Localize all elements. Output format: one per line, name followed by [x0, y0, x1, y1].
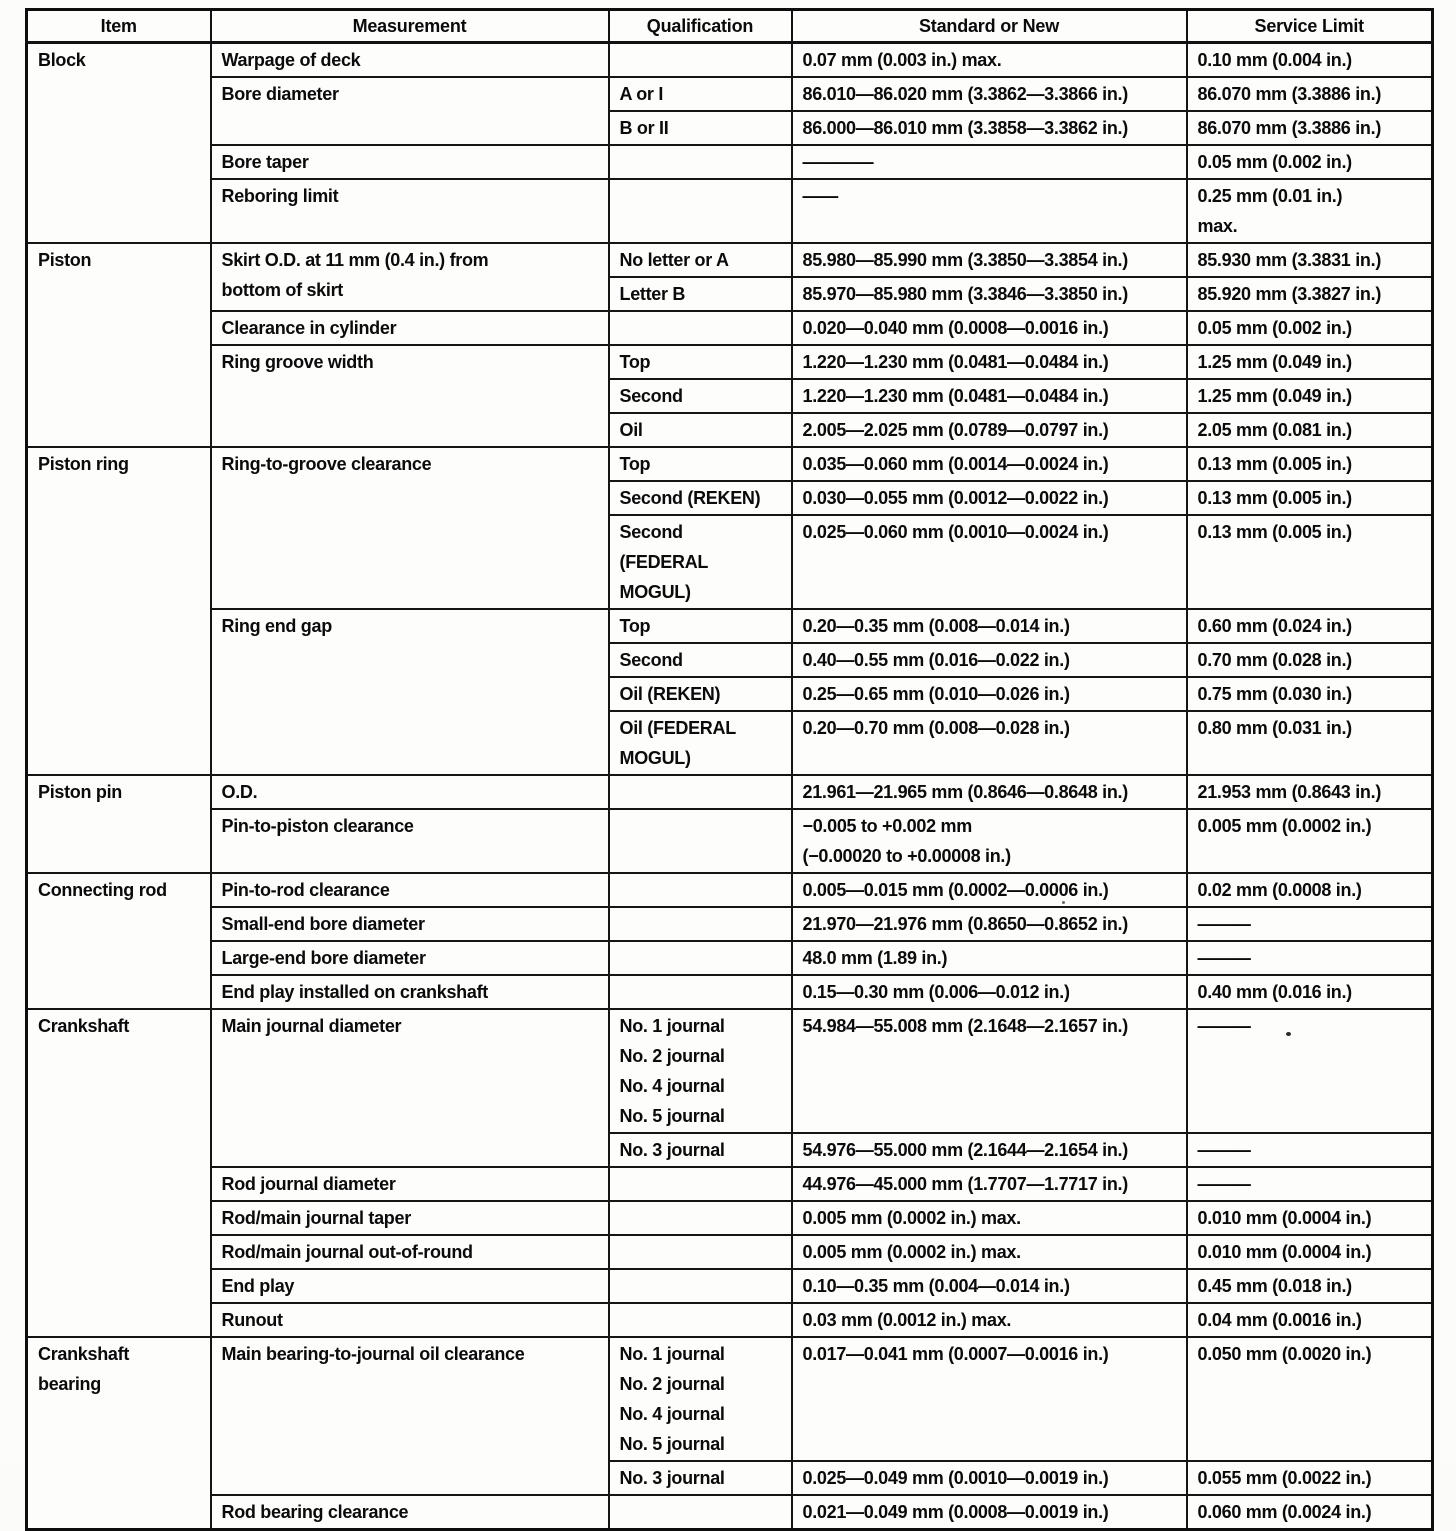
table-row: [27, 941, 1433, 975]
qualification-cell: Oil: [609, 413, 792, 447]
qualification-cell: [609, 975, 792, 1009]
table-row: [27, 1495, 1433, 1530]
measurement-cell: Clearance in cylinder: [211, 311, 609, 345]
standard-cell: 0.005 mm (0.0002 in.) max.: [792, 1201, 1187, 1235]
service-limit-cell: ———: [1187, 1009, 1433, 1133]
service-limit-cell: 0.70 mm (0.028 in.): [1187, 643, 1433, 677]
qualification-cell: No letter or A: [609, 243, 792, 277]
service-limit-cell: 0.055 mm (0.0022 in.): [1187, 1461, 1433, 1495]
standard-cell: 0.035—0.060 mm (0.0014—0.0024 in.): [792, 447, 1187, 481]
measurement-cell: Rod/main journal out-of-round: [211, 1235, 609, 1269]
standard-cell: 48.0 mm (1.89 in.): [792, 941, 1187, 975]
qualification-cell: No. 1 journal No. 2 journal No. 4 journal No. 5 journal: [609, 1009, 792, 1133]
standard-cell: 0.03 mm (0.0012 in.) max.: [792, 1303, 1187, 1337]
standard-cell: −0.005 to +0.002 mm (−0.00020 to +0.00008 in.): [792, 809, 1187, 873]
measurement-cell: Skirt O.D. at 11 mm (0.4 in.) from bottom of skirt: [211, 243, 609, 311]
qualification-cell: [609, 809, 792, 873]
qualification-cell: Top: [609, 345, 792, 379]
service-limit-cell: 0.75 mm (0.030 in.): [1187, 677, 1433, 711]
service-limit-cell: 85.930 mm (3.3831 in.): [1187, 243, 1433, 277]
measurement-cell: End play: [211, 1269, 609, 1303]
standard-cell: 1.220—1.230 mm (0.0481—0.0484 in.): [792, 379, 1187, 413]
table-row: [27, 345, 1433, 379]
measurement-cell: Small-end bore diameter: [211, 907, 609, 941]
service-limit-cell: 85.920 mm (3.3827 in.): [1187, 277, 1433, 311]
qualification-cell: Second (FEDERAL MOGUL): [609, 515, 792, 609]
item-cell: Piston ring: [27, 447, 211, 775]
table-row: [27, 1009, 1433, 1133]
service-limit-cell: 0.060 mm (0.0024 in.): [1187, 1495, 1433, 1530]
service-limit-cell: 0.25 mm (0.01 in.) max.: [1187, 179, 1433, 243]
standard-cell: 0.030—0.055 mm (0.0012—0.0022 in.): [792, 481, 1187, 515]
table-row: [27, 243, 1433, 277]
qualification-cell: Top: [609, 447, 792, 481]
qualification-cell: Second: [609, 643, 792, 677]
service-limit-cell: 0.04 mm (0.0016 in.): [1187, 1303, 1433, 1337]
service-limit-cell: 0.40 mm (0.016 in.): [1187, 975, 1433, 1009]
table-row: [27, 1201, 1433, 1235]
service-limit-cell: 0.13 mm (0.005 in.): [1187, 481, 1433, 515]
measurement-cell: Bore taper: [211, 145, 609, 179]
table-row: [27, 775, 1433, 809]
qualification-cell: [609, 941, 792, 975]
measurement-cell: Pin-to-piston clearance: [211, 809, 609, 873]
standard-cell: ————: [792, 145, 1187, 179]
measurement-cell: Ring end gap: [211, 609, 609, 775]
standard-cell: 0.020—0.040 mm (0.0008—0.0016 in.): [792, 311, 1187, 345]
service-limit-cell: 0.005 mm (0.0002 in.): [1187, 809, 1433, 873]
measurement-cell: Main journal diameter: [211, 1009, 609, 1167]
standard-cell: 1.220—1.230 mm (0.0481—0.0484 in.): [792, 345, 1187, 379]
table-row: [27, 145, 1433, 179]
service-limit-cell: 2.05 mm (0.081 in.): [1187, 413, 1433, 447]
item-cell: Piston: [27, 243, 211, 447]
service-limit-cell: 21.953 mm (0.8643 in.): [1187, 775, 1433, 809]
service-limit-cell: ———: [1187, 1133, 1433, 1167]
col-header-qualification: Qualification: [609, 10, 792, 43]
measurement-cell: Reboring limit: [211, 179, 609, 243]
standard-cell: 0.10—0.35 mm (0.004—0.014 in.): [792, 1269, 1187, 1303]
measurement-cell: Ring-to-groove clearance: [211, 447, 609, 609]
measurement-cell: Runout: [211, 1303, 609, 1337]
standard-cell: 0.15—0.30 mm (0.006—0.012 in.): [792, 975, 1187, 1009]
qualification-cell: A or I: [609, 77, 792, 111]
standard-cell: 0.07 mm (0.003 in.) max.: [792, 43, 1187, 78]
measurement-cell: End play installed on crankshaft: [211, 975, 609, 1009]
table-row: [27, 1167, 1433, 1201]
standard-cell: 21.961—21.965 mm (0.8646—0.8648 in.): [792, 775, 1187, 809]
table-row: [27, 179, 1433, 243]
qualification-cell: [609, 1269, 792, 1303]
table-row: [27, 1303, 1433, 1337]
table-row: [27, 609, 1433, 643]
service-limit-cell: 0.13 mm (0.005 in.): [1187, 515, 1433, 609]
qualification-cell: [609, 1235, 792, 1269]
standard-cell: 85.970—85.980 mm (3.3846—3.3850 in.): [792, 277, 1187, 311]
standard-cell: 86.000—86.010 mm (3.3858—3.3862 in.): [792, 111, 1187, 145]
qualification-cell: [609, 43, 792, 78]
table-row: [27, 1337, 1433, 1461]
table-row: [27, 907, 1433, 941]
col-header-standard-or-new: Standard or New: [792, 10, 1187, 43]
standard-cell: 21.970—21.976 mm (0.8650—0.8652 in.): [792, 907, 1187, 941]
standard-cell: 85.980—85.990 mm (3.3850—3.3854 in.): [792, 243, 1187, 277]
service-limit-cell: 0.10 mm (0.004 in.): [1187, 43, 1433, 78]
qualification-cell: [609, 907, 792, 941]
standard-cell: 0.017—0.041 mm (0.0007—0.0016 in.): [792, 1337, 1187, 1461]
measurement-cell: Rod/main journal taper: [211, 1201, 609, 1235]
qualification-cell: [609, 145, 792, 179]
measurement-cell: Rod bearing clearance: [211, 1495, 609, 1530]
qualification-cell: Letter B: [609, 277, 792, 311]
qualification-cell: [609, 179, 792, 243]
service-limit-cell: 86.070 mm (3.3886 in.): [1187, 111, 1433, 145]
table-row: [27, 809, 1433, 873]
engine-spec-table: [25, 8, 1434, 1531]
table-row: [27, 43, 1433, 78]
standard-cell: 86.010—86.020 mm (3.3862—3.3866 in.): [792, 77, 1187, 111]
qualification-cell: [609, 873, 792, 907]
service-limit-cell: 1.25 mm (0.049 in.): [1187, 345, 1433, 379]
service-limit-cell: ———: [1187, 1167, 1433, 1201]
measurement-cell: Pin-to-rod clearance: [211, 873, 609, 907]
qualification-cell: Oil (REKEN): [609, 677, 792, 711]
measurement-cell: Large-end bore diameter: [211, 941, 609, 975]
scan-speck: [1062, 901, 1065, 904]
measurement-cell: O.D.: [211, 775, 609, 809]
item-cell: Connecting rod: [27, 873, 211, 1009]
qualification-cell: [609, 1167, 792, 1201]
standard-cell: 0.025—0.060 mm (0.0010—0.0024 in.): [792, 515, 1187, 609]
table-row: [27, 447, 1433, 481]
service-limit-cell: 0.80 mm (0.031 in.): [1187, 711, 1433, 775]
standard-cell: 0.20—0.70 mm (0.008—0.028 in.): [792, 711, 1187, 775]
service-limit-cell: 0.050 mm (0.0020 in.): [1187, 1337, 1433, 1461]
measurement-cell: Bore diameter: [211, 77, 609, 145]
service-limit-cell: 0.05 mm (0.002 in.): [1187, 311, 1433, 345]
col-header-service-limit: Service Limit: [1187, 10, 1433, 43]
qualification-cell: Second: [609, 379, 792, 413]
table-row: [27, 311, 1433, 345]
service-limit-cell: 0.45 mm (0.018 in.): [1187, 1269, 1433, 1303]
standard-cell: 54.984—55.008 mm (2.1648—2.1657 in.): [792, 1009, 1187, 1133]
service-limit-cell: 0.02 mm (0.0008 in.): [1187, 873, 1433, 907]
table-row: [27, 975, 1433, 1009]
service-limit-cell: 86.070 mm (3.3886 in.): [1187, 77, 1433, 111]
qualification-cell: Second (REKEN): [609, 481, 792, 515]
service-limit-cell: ———: [1187, 941, 1433, 975]
standard-cell: 0.40—0.55 mm (0.016—0.022 in.): [792, 643, 1187, 677]
measurement-cell: Warpage of deck: [211, 43, 609, 78]
qualification-cell: [609, 1303, 792, 1337]
qualification-cell: Oil (FEDERAL MOGUL): [609, 711, 792, 775]
service-limit-cell: 0.010 mm (0.0004 in.): [1187, 1201, 1433, 1235]
qualification-cell: No. 1 journal No. 2 journal No. 4 journal No. 5 journal: [609, 1337, 792, 1461]
standard-cell: 0.025—0.049 mm (0.0010—0.0019 in.): [792, 1461, 1187, 1495]
qualification-cell: [609, 311, 792, 345]
qualification-cell: Top: [609, 609, 792, 643]
measurement-cell: Rod journal diameter: [211, 1167, 609, 1201]
table-row: [27, 1235, 1433, 1269]
qualification-cell: [609, 1495, 792, 1530]
col-header-item: Item: [27, 10, 211, 43]
service-limit-cell: 1.25 mm (0.049 in.): [1187, 379, 1433, 413]
qualification-cell: No. 3 journal: [609, 1133, 792, 1167]
measurement-cell: Main bearing-to-journal oil clearance: [211, 1337, 609, 1495]
standard-cell: 2.005—2.025 mm (0.0789—0.0797 in.): [792, 413, 1187, 447]
service-limit-cell: 0.13 mm (0.005 in.): [1187, 447, 1433, 481]
service-limit-cell: 0.60 mm (0.024 in.): [1187, 609, 1433, 643]
item-cell: Crankshaft bearing: [27, 1337, 211, 1530]
standard-cell: 54.976—55.000 mm (2.1644—2.1654 in.): [792, 1133, 1187, 1167]
qualification-cell: B or II: [609, 111, 792, 145]
standard-cell: 44.976—45.000 mm (1.7707—1.7717 in.): [792, 1167, 1187, 1201]
qualification-cell: No. 3 journal: [609, 1461, 792, 1495]
item-cell: Crankshaft: [27, 1009, 211, 1337]
item-cell: Piston pin: [27, 775, 211, 873]
service-limit-cell: 0.010 mm (0.0004 in.): [1187, 1235, 1433, 1269]
standard-cell: 0.005 mm (0.0002 in.) max.: [792, 1235, 1187, 1269]
table-row: [27, 77, 1433, 111]
service-limit-cell: ———: [1187, 907, 1433, 941]
item-cell: Block: [27, 43, 211, 244]
standard-cell: 0.021—0.049 mm (0.0008—0.0019 in.): [792, 1495, 1187, 1530]
header-row: [27, 10, 1433, 43]
standard-cell: 0.20—0.35 mm (0.008—0.014 in.): [792, 609, 1187, 643]
table-row: [27, 873, 1433, 907]
service-limit-cell: 0.05 mm (0.002 in.): [1187, 145, 1433, 179]
qualification-cell: [609, 1201, 792, 1235]
standard-cell: 0.005—0.015 mm (0.0002—0.0006 in.): [792, 873, 1187, 907]
col-header-measurement: Measurement: [211, 10, 609, 43]
standard-cell: 0.25—0.65 mm (0.010—0.026 in.): [792, 677, 1187, 711]
table-row: [27, 1269, 1433, 1303]
measurement-cell: Ring groove width: [211, 345, 609, 447]
standard-cell: ——: [792, 179, 1187, 243]
qualification-cell: [609, 775, 792, 809]
scan-speck: [1286, 1032, 1291, 1036]
